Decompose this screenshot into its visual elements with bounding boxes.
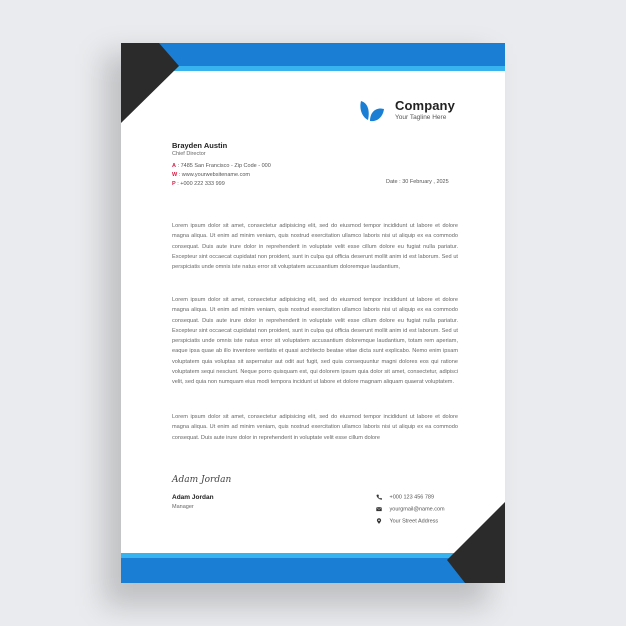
phone-icon xyxy=(376,494,382,500)
sender-web-line xyxy=(172,172,250,178)
signatory-role: Manager xyxy=(172,504,194,510)
body-paragraph-1: Lorem ipsum dolor sit amet, consectetur adipisicing elit, sed do eiusmod tempor incididunt ut labore et dolore magna aliqua. Ut enim ad minim veniam, quis nostrud exercitation ullamco laboris nisi ut aliquip ex ea commodo consequat. Duis aute irure dolor in reprehenderit in voluptate velit esse cillum dolore eu fugiat nulla pariatur. Excepteur sint occaecat cupidatat non proident, sunt in culpa qui officia deserunt mollit anim id est laborum. Sed ut perspiciatis unde omnis iste natus error sit voluptatem accusantium doloremque laudantium, xyxy=(172,223,458,271)
sender-address-line xyxy=(172,163,271,169)
body-paragraph-3: Lorem ipsum dolor sit amet, consectetur adipisicing elit, sed do eiusmod tempor incididunt ut labore et dolore magna aliqua. Ut enim ad minim veniam, quis nostrud exercitation ullamco laboris nisi ut aliquip ex ea commodo consequat. Duis aute irure dolor in reprehenderit in voluptate velit esse cillum dolore xyxy=(172,414,458,441)
sender-address: : 7485 San Francisco - Zip Code - 000 xyxy=(177,163,271,169)
address-letter: A xyxy=(172,163,176,169)
sender-phone: : +000 222 333 999 xyxy=(177,181,225,187)
map-pin-icon xyxy=(376,518,382,524)
footer-address-line xyxy=(376,518,438,524)
envelope-icon xyxy=(376,506,382,512)
footer-address: Your Street Address xyxy=(389,518,439,525)
handwritten-signature: Adam Jordan xyxy=(172,475,232,485)
company-name: Company xyxy=(395,98,455,113)
company-tagline: Your Tagline Here xyxy=(395,114,447,121)
bottom-right-corner-shape xyxy=(447,502,505,583)
top-left-corner-shape xyxy=(121,43,179,123)
phone-letter: P xyxy=(172,181,176,187)
web-letter: W xyxy=(172,172,178,178)
sender-role: Chief Director xyxy=(172,151,206,157)
sender-phone-line xyxy=(172,181,225,187)
body-paragraph-2: Lorem ipsum dolor sit amet, consectetur adipisicing elit, sed do eiusmod tempor incididunt ut labore et dolore magna aliqua. Ut enim ad minim veniam, quis nostrud exercitation ullamco laboris nisi ut aliquip ex ea commodo consequat. Duis aute irure dolor in reprehenderit in voluptate velit esse cillum dolore eu fugiat nulla pariatur. Excepteur sint occaecat cupidatat non proident, sunt in culpa qui officia deserunt mollit anim id est laborum. Sed ut perspiciatis unde omnis iste natus error sit voluptatem accusantium doloremque laudantium, totam rem aperiam, eaque ipsa quae ab illo inventore veritatis et quasi architecto beatae vitae dicta sunt explicabo. Nemo enim ipsam voluptatem quia voluptas sit aspernatur aut odit aut fugit, sed quia consequuntur magni dolores eos qui ratione voluptatem sequi nesciunt. Neque porro quisquam est, qui dolorem ipsum quia dolor sit amet, consectetur, adipisci velit, sed quia non numquam eius modi tempora incidunt ut labore et dolore magnam aliquam quaerat voluptatem. xyxy=(172,297,458,386)
sender-name: Brayden Austin xyxy=(172,141,228,150)
signatory-name: Adam Jordan xyxy=(172,494,214,501)
sender-website: : www.yourwebsitename.com xyxy=(178,172,250,178)
letter-date: Date : 30 February , 2025 xyxy=(386,179,449,185)
footer-phone-line xyxy=(376,494,434,500)
footer-phone: +000 123 456 789 xyxy=(389,494,435,501)
footer-email: yourgmail@name.com xyxy=(389,506,445,513)
letterhead-page xyxy=(121,43,505,583)
footer-email-line xyxy=(376,506,445,512)
company-leaf-logo-icon xyxy=(359,99,387,123)
